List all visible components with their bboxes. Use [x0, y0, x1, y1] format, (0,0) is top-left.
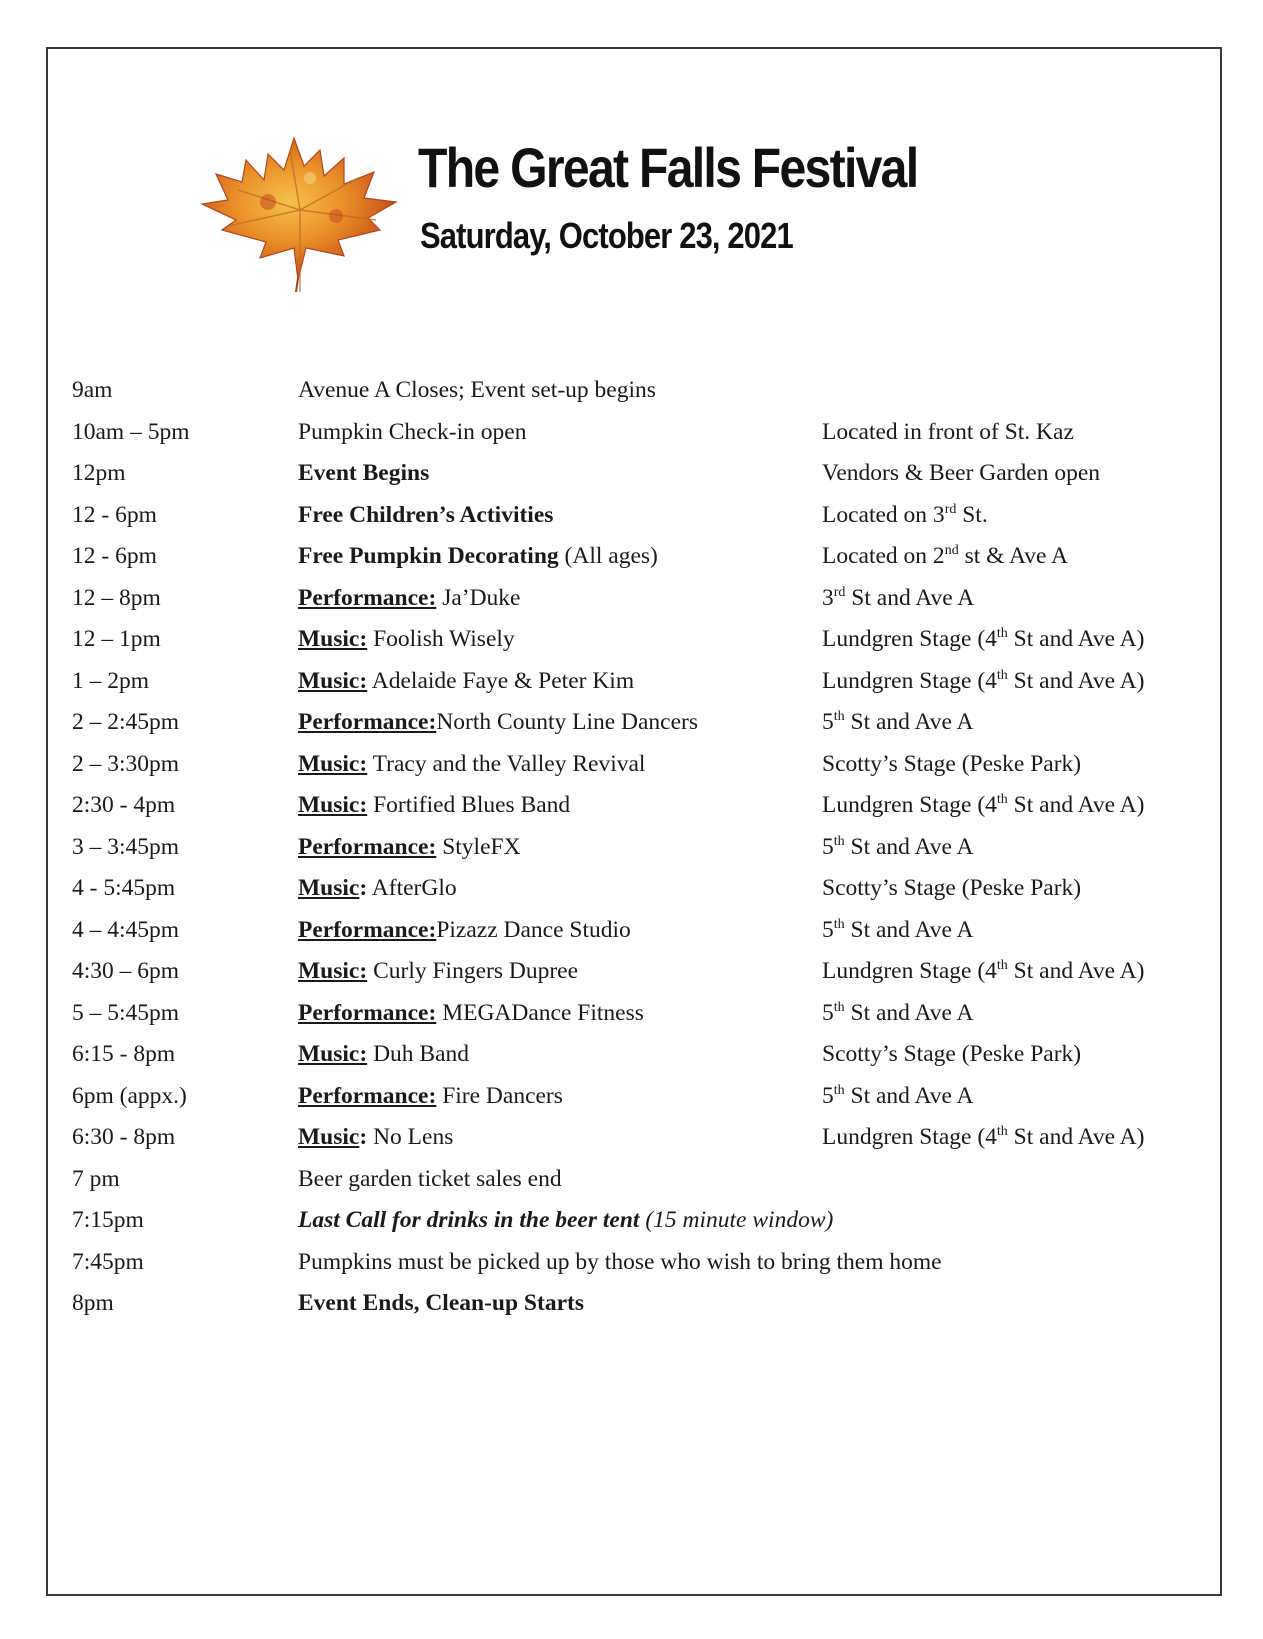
schedule-event: [298, 661, 634, 703]
schedule-location: 5th St and Ave A: [822, 999, 974, 1026]
ordinal-suffix: th: [833, 709, 845, 724]
schedule-row: [72, 412, 1182, 454]
schedule-event: [298, 868, 457, 910]
schedule-row: [72, 1159, 1182, 1201]
schedule-event: [298, 993, 644, 1035]
event-name: Duh Band: [367, 1041, 470, 1067]
schedule-location: Lundgren Stage (4th St and Ave A): [822, 667, 1145, 694]
schedule-row: [72, 702, 1182, 744]
event-category: Music:: [298, 626, 368, 652]
schedule-location: Vendors & Beer Garden open: [822, 460, 1100, 486]
schedule-time: 7:15pm: [72, 1207, 144, 1233]
schedule-time: 12 – 1pm: [72, 626, 161, 652]
schedule-location: 5th St and Ave A: [822, 1082, 974, 1109]
schedule-location: 5th St and Ave A: [822, 916, 974, 943]
schedule-row: [72, 1242, 1182, 1284]
schedule-time: 5 – 5:45pm: [72, 999, 180, 1026]
schedule-location: 5th St and Ave A: [822, 709, 974, 735]
event-name: MEGADance Fitness: [436, 999, 644, 1026]
schedule-time: 2 – 2:45pm: [72, 709, 180, 735]
schedule-event: [298, 578, 521, 620]
event-name: Free Children’s Activities: [298, 501, 554, 528]
schedule-event: [298, 1159, 562, 1201]
schedule-time: 4:30 – 6pm: [72, 958, 180, 984]
event-name: Last Call for drinks in the beer tent: [298, 1207, 640, 1233]
event-name: Tracy and the Valley Revival: [367, 750, 646, 777]
schedule-row: [72, 578, 1182, 620]
event-name: Adelaide Faye & Peter Kim: [367, 667, 635, 694]
schedule-event: [298, 412, 526, 454]
schedule-row: [72, 744, 1182, 786]
schedule-location: Located in front of St. Kaz: [822, 418, 1074, 445]
event-name: Fire Dancers: [436, 1082, 563, 1109]
schedule-time: 12 – 8pm: [72, 584, 161, 611]
schedule-location: Lundgren Stage (4th St and Ave A): [822, 1124, 1145, 1150]
schedule-time: 6:30 - 8pm: [72, 1124, 176, 1150]
schedule-event: [298, 1283, 584, 1325]
schedule-location: Located on 2nd st & Ave A: [822, 543, 1068, 569]
event-name: Beer garden ticket sales end: [298, 1165, 562, 1192]
schedule-event: [298, 785, 570, 827]
schedule-event: [298, 1117, 453, 1159]
schedule-row: [72, 1076, 1182, 1118]
schedule-event: [298, 951, 578, 993]
event-name: Ja’Duke: [436, 584, 521, 611]
schedule-row: [72, 453, 1182, 495]
event-name: Free Pumpkin Decorating: [298, 543, 559, 569]
schedule-time: 4 - 5:45pm: [72, 875, 176, 901]
schedule-row: [72, 370, 1182, 412]
event-category: Performance:: [298, 584, 437, 611]
ordinal-suffix: rd: [944, 501, 957, 517]
event-category: Music:: [298, 750, 368, 777]
ordinal-suffix: th: [996, 626, 1008, 641]
ordinal-suffix: th: [996, 958, 1008, 973]
ordinal-suffix: th: [996, 667, 1008, 683]
ordinal-suffix: th: [833, 999, 845, 1015]
event-category: Performance:: [298, 833, 437, 860]
schedule-time: 6pm (appx.): [72, 1082, 187, 1109]
schedule-row: [72, 827, 1182, 869]
event-name: Pumpkin Check-in open: [298, 418, 527, 445]
ordinal-suffix: th: [996, 1124, 1008, 1139]
schedule-time: 12 - 6pm: [72, 543, 157, 569]
schedule-time: 8pm: [72, 1290, 114, 1316]
schedule-time: 7 pm: [72, 1165, 120, 1192]
ordinal-suffix: nd: [944, 543, 959, 558]
schedule-location: 5th St and Ave A: [822, 833, 974, 860]
event-name: Curly Fingers Dupree: [367, 958, 578, 984]
schedule-location: Located on 3rd St.: [822, 501, 988, 528]
schedule-event: [298, 1034, 469, 1076]
schedule-location: Lundgren Stage (4th St and Ave A): [822, 958, 1145, 984]
schedule-row: [72, 993, 1182, 1035]
event-category: Performance:: [298, 1082, 437, 1109]
schedule-location: Lundgren Stage (4th St and Ave A): [822, 626, 1145, 652]
schedule-row: [72, 1200, 1182, 1242]
festival-title: The Great Falls Festival: [418, 136, 918, 199]
schedule-row: [72, 1117, 1182, 1159]
schedule-time: 4 – 4:45pm: [72, 916, 180, 943]
schedule-event: [298, 827, 521, 869]
schedule-time: 1 – 2pm: [72, 667, 150, 694]
event-category-colon: :: [359, 875, 368, 901]
schedule-event: [298, 453, 429, 495]
event-category-colon: :: [359, 1124, 368, 1150]
schedule-event: [298, 1200, 833, 1242]
ordinal-suffix: th: [996, 792, 1008, 807]
schedule-time: 3 – 3:45pm: [72, 833, 180, 860]
schedule-location: Scotty’s Stage (Peske Park): [822, 750, 1082, 777]
event-name: No Lens: [367, 1124, 454, 1150]
ordinal-suffix: th: [833, 916, 845, 932]
ordinal-suffix: rd: [833, 584, 846, 600]
schedule-row: [72, 951, 1182, 993]
event-name: Avenue A Closes; Event set-up begins: [298, 377, 656, 403]
schedule-time: 9am: [72, 377, 113, 403]
schedule-time: 2 – 3:30pm: [72, 750, 180, 777]
schedule-event: [298, 1076, 563, 1118]
schedule-location: Lundgren Stage (4th St and Ave A): [822, 792, 1145, 818]
schedule-row: [72, 619, 1182, 661]
schedule-time: 10am – 5pm: [72, 418, 190, 445]
event-category: Music:: [298, 958, 368, 984]
schedule-event: [298, 1242, 942, 1284]
schedule-row: [72, 495, 1182, 537]
event-note: (15 minute window): [639, 1207, 834, 1233]
event-name: Foolish Wisely: [367, 626, 515, 652]
event-category: Music: [298, 1124, 360, 1150]
schedule-time: 2:30 - 4pm: [72, 792, 176, 818]
schedule-event: [298, 370, 656, 412]
festival-date: Saturday, October 23, 2021: [420, 215, 793, 256]
event-category: Music:: [298, 792, 368, 818]
schedule-event: [298, 910, 631, 952]
event-category: Music:: [298, 1041, 368, 1067]
schedule-event: [298, 495, 553, 537]
event-name: StyleFX: [436, 833, 521, 860]
event-note: (All ages): [558, 543, 658, 569]
schedule-time: 12pm: [72, 460, 126, 486]
schedule-event: [298, 702, 698, 744]
schedule-list: [72, 370, 1182, 1325]
schedule-row: [72, 910, 1182, 952]
maple-leaf-icon: [198, 130, 398, 295]
schedule-row: [72, 1283, 1182, 1325]
schedule-location: Scotty’s Stage (Peske Park): [822, 875, 1082, 901]
schedule-row: [72, 868, 1182, 910]
event-name: North County Line Dancers: [436, 709, 699, 735]
event-name: Pizazz Dance Studio: [436, 916, 631, 943]
event-category: Performance:: [298, 916, 437, 943]
schedule-row: [72, 536, 1182, 578]
schedule-event: [298, 619, 515, 661]
event-name: AfterGlo: [367, 875, 457, 901]
schedule-location: Scotty’s Stage (Peske Park): [822, 1041, 1082, 1067]
schedule-event: [298, 744, 645, 786]
schedule-time: 12 - 6pm: [72, 501, 157, 528]
event-name: Pumpkins must be picked up by those who wish to bring them home: [298, 1248, 942, 1275]
schedule-row: [72, 661, 1182, 703]
schedule-row: [72, 1034, 1182, 1076]
schedule-row: [72, 785, 1182, 827]
schedule-location: 3rd St and Ave A: [822, 584, 975, 611]
event-category: Performance:: [298, 709, 437, 735]
schedule-time: 7:45pm: [72, 1248, 144, 1275]
event-name: Event Ends, Clean-up Starts: [298, 1290, 584, 1316]
event-name: Event Begins: [298, 460, 430, 486]
event-name: Fortified Blues Band: [367, 792, 571, 818]
schedule-event: [298, 536, 658, 578]
event-category: Music:: [298, 667, 368, 694]
ordinal-suffix: th: [833, 1082, 845, 1098]
schedule-time: 6:15 - 8pm: [72, 1041, 176, 1067]
event-category: Music: [298, 875, 360, 901]
ordinal-suffix: th: [833, 833, 845, 849]
event-category: Performance:: [298, 999, 437, 1026]
